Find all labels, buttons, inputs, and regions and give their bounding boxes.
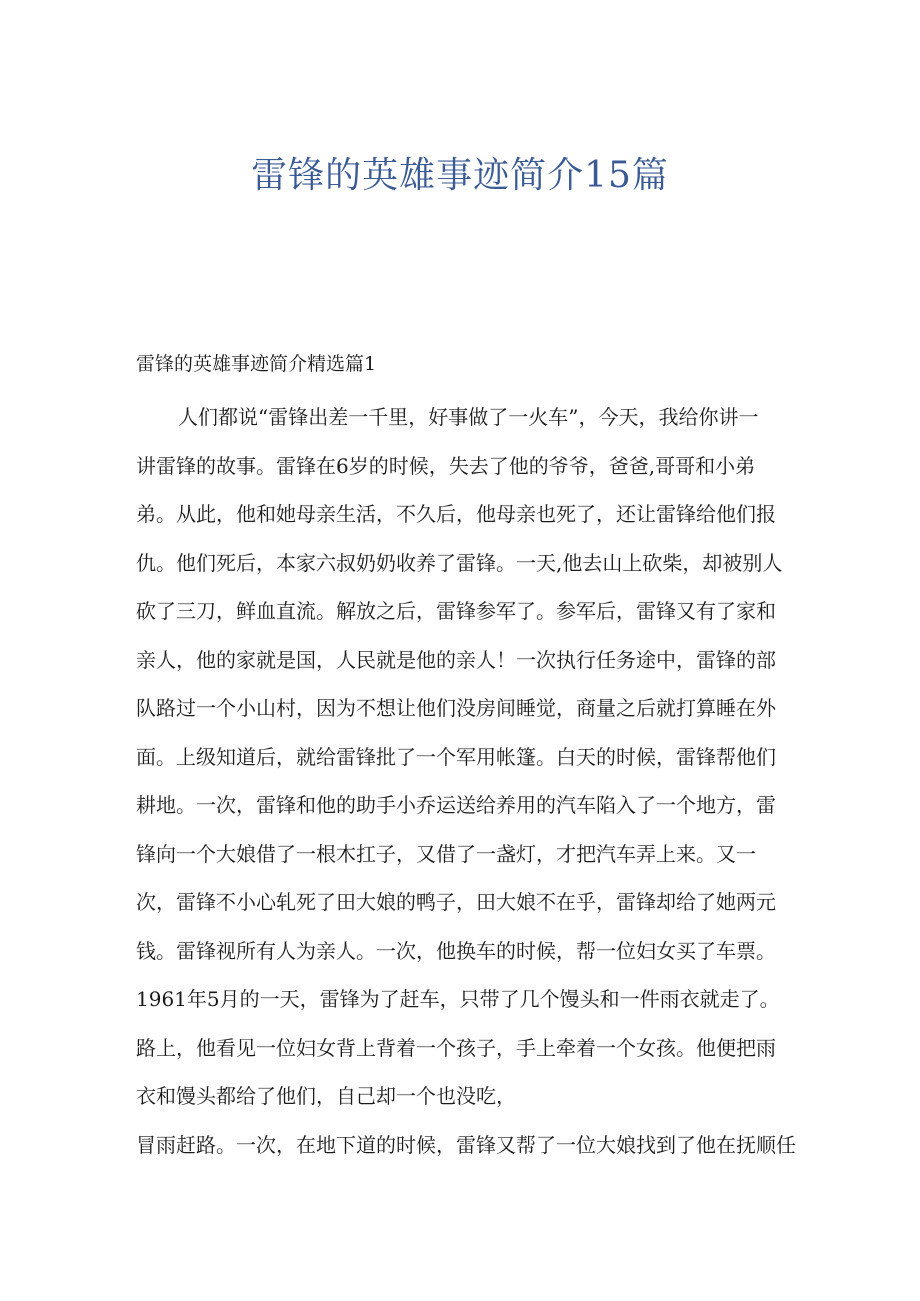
body-line: 亲人，他的家就是国，人民就是他的亲人！一次执行任务途中，雷锋的部 — [136, 647, 776, 672]
body-line: 人们都说“雷锋出差一千里，好事做了一火车”，今天，我给你讲一 — [178, 405, 759, 429]
body-line: 次，雷锋不小心轧死了田大娘的鸭子，田大娘不在乎，雷锋却给了她两元 — [136, 890, 776, 914]
body-line: 耕地。一次，雷锋和他的助手小乔运送给养用的汽车陷入了一个地方，雷 — [136, 793, 776, 817]
body-line: 钱。雷锋视所有人为亲人。一次，他换车的时候，帮一位妇女买了车票。 — [136, 938, 776, 963]
body-line: 仇。他们死后，本家六叔奶奶收养了雷锋。一天,他去山上砍柴，却被别人 — [136, 550, 783, 575]
body-line: 弟。从此，他和她母亲生活，不久后，他母亲也死了，还让雷锋给他们报 — [136, 502, 776, 526]
body-text — [136, 393, 796, 1169]
body-line: 锋向一个大娘借了一根木扛子，又借了一盏灯，才把汽车弄上来。又一 — [136, 841, 756, 866]
body-line: 讲雷锋的故事。雷锋在6岁的时候，失去了他的爷爷，爸爸,哥哥和小弟 — [136, 453, 756, 478]
body-line: 衣和馒头都给了他们，自己却一个也没吃， — [136, 1084, 516, 1108]
body-line: 冒雨赶路。一次，在地下道的时候，雷锋又帮了一位大娘找到了他在抚顺任 — [136, 1132, 796, 1157]
body-line: 队路过一个小山村，因为不想让他们没房间睡觉，商量之后就打算睡在外 — [136, 696, 776, 720]
body-line: 路上，他看见一位妇女背上背着一个孩子，手上牵着一个女孩。他便把雨 — [136, 1035, 776, 1060]
section-heading: 雷锋的英雄事迹简介精选篇1 — [136, 353, 377, 375]
body-line: 面。上级知道后，就给雷锋批了一个军用帐篷。白天的时候，雷锋帮他们 — [136, 744, 776, 769]
body-line: 砍了三刀，鲜血直流。解放之后，雷锋参军了。参军后，雷锋又有了家和 — [136, 599, 776, 623]
body-line: 1961年5月的一天，雷锋为了赶车，只带了几个馒头和一件雨衣就走了。 — [136, 987, 780, 1011]
document-title: 雷锋的英雄事迹简介15篇 — [251, 155, 669, 196]
